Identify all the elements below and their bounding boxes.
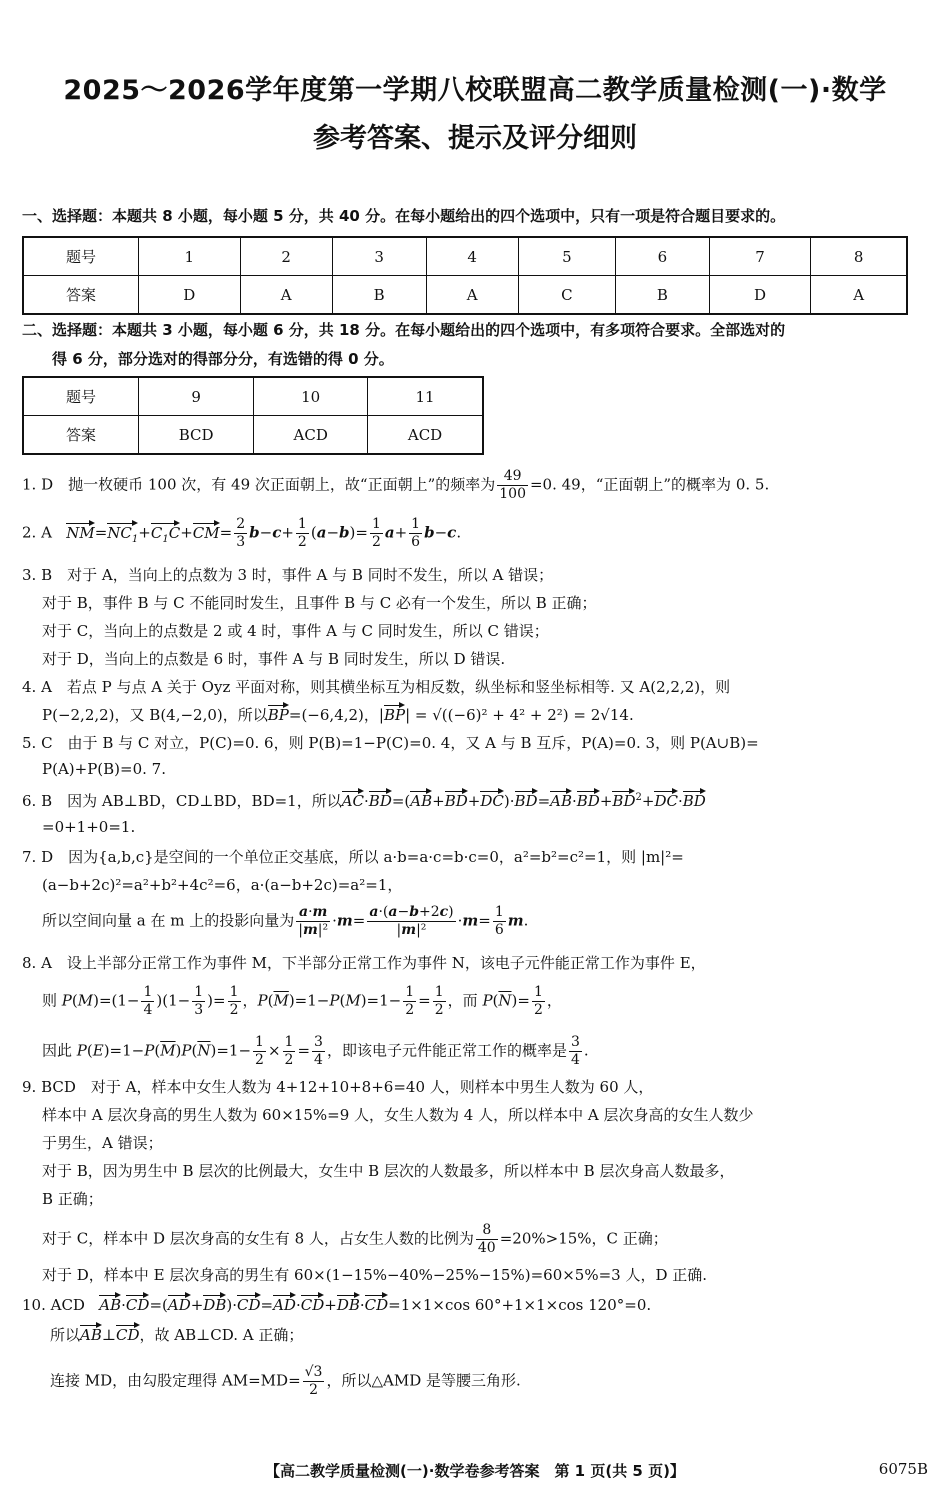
solution-3-line4: 对于 D，当向上的点数是 6 时，事件 A 与 B 同时发生，所以 D 错误.	[42, 650, 506, 668]
section1-answer-table	[22, 236, 908, 315]
solution-5-line2: P(A)+P(B)=0. 7.	[42, 760, 166, 778]
question-number: 11	[368, 377, 483, 416]
solution-9-line2: 样本中 A 层次身高的男生人数为 60×15%=9 人，女生人数为 4 人，所以样本中 A 层次身高的女生人数少	[42, 1106, 754, 1124]
answer-cell: D	[709, 276, 811, 315]
section2-heading-line2: 得 6 分，部分选对的得部分分，有选错的得 0 分。	[52, 350, 394, 368]
page-footer: 【高二教学质量检测(一)·数学卷参考答案 第 1 页(共 5 页)】	[265, 1462, 685, 1480]
solution-3-line2: 对于 B，事件 B 与 C 不能同时发生，且事件 B 与 C 必有一个发生，所以 B 正确；	[42, 594, 597, 612]
answer-cell: ACD	[368, 416, 483, 455]
answer-label: 答案	[23, 276, 139, 315]
solution-8-line3: 因此 $P(E)=1-P(\overline{M})P(\overline{N})=1-$ $\frac{1}{2}$ × $\frac{1}{2}$ = $\frac{3}{4}$ ，即该电子元件能正常工作的概率是 $\frac{3}{4}$ .	[42, 1034, 589, 1068]
answer-cell: A	[811, 276, 907, 315]
document-code: 6075B	[878, 1460, 928, 1478]
solution-9-line6: 对于 C，样本中 D 层次身高的女生有 8 人，占女生人数的比例为 $\frac{8}{40}$ =20%>15%，C 正确；	[42, 1222, 668, 1256]
page-subtitle: 参考答案、提示及评分细则	[313, 123, 637, 154]
table-row	[23, 416, 483, 455]
question-number: 4	[426, 237, 518, 276]
answer-cell: ACD	[254, 416, 368, 455]
answer-cell: A	[426, 276, 518, 315]
solution-9-line7: 对于 D，样本中 E 层次身高的男生有 60×(1−15%−40%−25%−15%)=60×5%=3 人，D 正确.	[42, 1266, 708, 1284]
answer-cell: D	[139, 276, 241, 315]
answer-label: 答案	[23, 416, 139, 455]
solution-9-line1: 9. BCD 对于 A，样本中女生人数为 4+12+10+8+6=40 人，则样本中男生人数为 60 人，	[22, 1078, 654, 1096]
question-number: 10	[254, 377, 368, 416]
question-number: 7	[709, 237, 811, 276]
answer-cell: B	[332, 276, 426, 315]
table-row	[23, 377, 483, 416]
solution-7-line1: 7. D 因为{a,b,c}是空间的一个单位正交基底，所以 a·b=a·c=b·c=0，a²=b²=c²=1，则 |m|²=	[22, 848, 684, 866]
question-number: 5	[518, 237, 615, 276]
solution-8-line2: 则 P(M)=(1− $\frac{1}{4}$ )(1− $\frac{1}{3}$ )= $\frac{1}{2}$ ，$P(\overline{M})=1-P(M)=1-$ $\frac{1}{2}$ = $\frac{1}{2}$ ，而 $P(\overline{N})=$ $\frac{1}{2}$ ，	[42, 984, 562, 1018]
solution-10-line3: 连接 MD，由勾股定理得 AM=MD= $\frac{√3}{2}$ ，所以△AMD 是等腰三角形.	[50, 1364, 521, 1398]
solution-1: 1. D 抛一枚硬币 100 次，有 49 次正面朝上，故“正面朝上”的频率为 $\frac{49}{100}$ =0. 49，“正面朝上”的概率为 0. 5.	[22, 468, 770, 502]
question-number: 9	[139, 377, 254, 416]
question-number: 8	[811, 237, 907, 276]
solution-3-line3: 对于 C，当向上的点数是 2 或 4 时，事件 A 与 C 同时发生，所以 C 错误；	[42, 622, 549, 640]
answer-cell: BCD	[139, 416, 254, 455]
section2-answer-table	[22, 376, 484, 455]
solution-5-line1: 5. C 由于 B 与 C 对立，P(C)=0. 6，则 P(B)=1−P(C)=0. 4，又 A 与 B 互斥，P(A)=0. 3，则 P(A∪B)=	[22, 734, 759, 752]
solution-6-line1: 6. B 因为 AB⊥BD，CD⊥BD，BD=1，所以$AC\cdot BD=(AB+BD+DC)\cdot BD=AB\cdot BD+BD^2+DC\cdot BD$	[22, 792, 706, 810]
solution-10-line1: 10. ACD AB·CD=(AD+DB)·CD=AD·CD+DB·CD=1×1×cos 60°+1×1×cos 120°=0.	[22, 1296, 652, 1314]
solution-9-line4: 对于 B，因为男生中 B 层次的比例最大，女生中 B 层次的人数最多，所以样本中 B 层次身高人数最多，	[42, 1162, 735, 1180]
solution-10-line2: 所以AB⊥CD，故 AB⊥CD. A 正确；	[50, 1326, 304, 1344]
question-number: 2	[240, 237, 332, 276]
table-row	[23, 237, 907, 276]
solution-7-line3: 所以空间向量 a 在 m 上的投影向量为 $\frac{a\cdot m}{\text{|m|²}}$ ·m= $\frac{a\cdot(a-b+2c)}{\text{|m|²}}$ ·m= $\frac{1}{6}$ m.	[42, 904, 529, 938]
answer-cell: A	[240, 276, 332, 315]
question-label: 题号	[23, 237, 139, 276]
solution-7-line2: (a−b+2c)²=a²+b²+4c²=6，a·(a−b+2c)=a²=1，	[42, 876, 403, 894]
answer-cell: C	[518, 276, 615, 315]
table-row	[23, 276, 907, 315]
solution-2: 2. A $NM=NC_1+C_1C+CM=$ $\frac{2}{3}$ b−c+ $\frac{1}{2}$ (a−b)= $\frac{1}{2}$ a+ $\frac{1}{6}$ b−c.	[22, 516, 462, 550]
question-number: 3	[332, 237, 426, 276]
answer-cell: B	[616, 276, 710, 315]
section2-heading-line1: 二、选择题：本题共 3 小题，每小题 6 分，共 18 分。在每小题给出的四个选项中，有多项符合要求。全部选对的	[22, 321, 786, 339]
solution-8-line1: 8. A 设上半部分正常工作为事件 M，下半部分正常工作为事件 N，该电子元件能正常工作为事件 E，	[22, 954, 706, 972]
question-label: 题号	[23, 377, 139, 416]
solution-4-line2: P(−2,2,2)，又 B(4,−2,0)，所以BP=(−6,4,2)，|BP| = √((−6)² + 4² + 2²) = 2√14.	[42, 706, 634, 724]
solution-9-line3: 于男生，A 错误；	[42, 1134, 163, 1152]
solution-6-line2: =0+1+0=1.	[42, 818, 136, 836]
question-number: 1	[139, 237, 241, 276]
question-number: 6	[616, 237, 710, 276]
solution-9-line5: B 正确；	[42, 1190, 103, 1208]
section1-heading: 一、选择题：本题共 8 小题，每小题 5 分，共 40 分。在每小题给出的四个选项中，只有一项是符合题目要求的。	[22, 207, 786, 225]
section2-heading	[22, 316, 936, 374]
fraction: $\frac{49}{100}$	[499, 468, 526, 502]
solution-3-line1: 3. B 对于 A，当向上的点数为 3 时，事件 A 与 B 同时不发生，所以 A 错误；	[22, 566, 554, 584]
solution-4-line1: 4. A 若点 P 与点 A 关于 Oyz 平面对称，则其横坐标互为相反数，纵坐标和竖坐标相等. 又 A(2,2,2)，则	[22, 678, 731, 696]
page-title: 2025～2026学年度第一学期八校联盟高二教学质量检测(一)·数学	[63, 75, 887, 106]
